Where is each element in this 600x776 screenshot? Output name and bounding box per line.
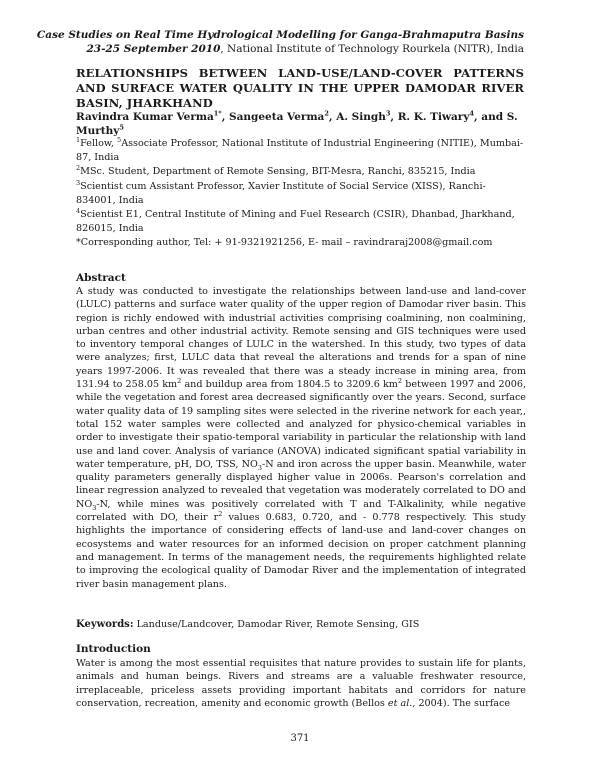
affiliations — [76, 137, 526, 251]
abstract-text: values 0.683, 0.720, and - 0.778 respectively. This study highlights the importance of considering effects of land-use and land-cover changes on ecosystems and water resources for an informed decision on proper catchment planning and management. In terms of the management needs, the requirements highlighted relate to improving the ecological quality of Damodar River and the implementation of integrated river basin management plans. — [76, 512, 526, 590]
introduction-text: , 2004). The surface — [412, 697, 511, 709]
author-name: R. K. Tiwary — [397, 111, 470, 123]
affiliation — [76, 165, 526, 179]
abstract-text: between 1997 and 2006, while the vegetation and forest area decreased significantly over the years. Second, surface water quality data of 19 sampling sites were selected in the riverine network for each year,, total 152 water samples were collected and analyzed for physico-chemical variables in order to investigate their spatio-temporal variability in particular the relationship with land use and land cover. Analysis of variance (ANOVA) indicated significant spatial variability in water temperature, pH, DO, TSS, NO — [76, 379, 527, 470]
paper-title: RELATIONSHIPS BETWEEN LAND-USE/LAND-COVER PATTERNS AND SURFACE WATER QUALITY IN THE UPPER DAMODAR RIVER BASIN, JHARKHAND — [76, 66, 524, 110]
author-name: Sangeeta Verma — [229, 111, 325, 123]
abstract-text: -N and iron across the upper basin. Meanwhile, water quality parameters generally displayed higher value in 2006s. Pearson's correlation and linear regression analyzed to revealed that vegetation was moderately correlated to DO and NO — [76, 458, 526, 510]
superscript: 2 — [218, 509, 223, 518]
author-list: Ravindra Kumar Verma$^{1*}$, Sangeeta Verma$^2$, A. Singh$^3$, R. K. Tiwary$^4$, and S. Murthy$^5$ — [76, 109, 518, 137]
keywords — [76, 618, 526, 631]
affiliation-sup: 3 — [76, 178, 81, 187]
introduction-body — [76, 657, 526, 710]
author-sup: 5 — [119, 123, 124, 132]
author-name: Ravindra Kumar Verma — [76, 111, 214, 123]
affiliation-sup: 1 — [76, 135, 81, 144]
abstract-body — [76, 285, 526, 591]
keywords-label: Keywords: — [76, 619, 134, 630]
superscript: 2 — [177, 376, 182, 385]
affiliation — [76, 208, 526, 236]
affiliation-text: Associate Professor, National Institute of Industrial Engineering (NITIE), Mumbai-87, India — [76, 138, 524, 164]
affiliation-sup: 4 — [76, 206, 81, 215]
running-header — [37, 28, 524, 56]
corresponding-author — [76, 236, 526, 250]
header-conference-title: Case Studies on Real Time Hydrological Modelling for Ganga-Brahmaputra Basins — [36, 29, 524, 41]
header-date: 23-25 September 2010 — [86, 43, 221, 55]
abstract-text: -N, while mines was positively correlated with T and T-Alkalinity, while negative correlated with DO, their r — [76, 498, 526, 524]
header-venue: , National Institute of Technology Rourkela (NITR), India — [220, 43, 524, 55]
introduction-text: Water is among the most essential requisites that nature provides to sustain life for plants, animals and human beings. Rivers and streams are a valuable freshwater resource, irreplaceable, priceless assets providing important habitats and corridors for nature conservation, recreation, amenity and economic growth (Bellos — [76, 658, 526, 709]
introduction-heading: Introduction — [76, 643, 151, 655]
page-number: 371 — [290, 733, 310, 744]
keywords-text: Landuse/Landcover, Damodar River, Remote Sensing, GIS — [133, 619, 420, 630]
affiliation-text: Scientist E1, Central Institute of Mining and Fuel Research (CSIR), Dhanbad, Jharkhand, 826015, India — [76, 209, 515, 235]
author-sup: 4 — [469, 109, 474, 118]
author-name: S. Murthy — [76, 111, 518, 137]
subscript: 3 — [257, 463, 262, 472]
introduction-etal: et al. — [387, 697, 413, 709]
superscript: 2 — [397, 376, 403, 385]
abstract-text: A study was conducted to investigate the relationships between land-use and land-cover (LULC) patterns and surface water quality of the upper region of Damodar river basin. This region is richly endowed with industrial activities comprising coalmining, non coalmining, urban centres and other industrial activity. Remote sensing and GIS techniques were used to inventory temporal changes of LULC in the watershed. In this study, two types of data were analyzes; first, LULC data that reveal the alterations and trends for a span of nine years 1997-2006. It was revealed that there was a steady increase in mining area, from 131.94 to 258.05 km — [76, 286, 526, 391]
affiliation — [76, 180, 526, 208]
affiliation-sup: 2 — [76, 164, 81, 173]
author-name: A. Singh — [336, 111, 386, 123]
affiliation-text: Fellow, — [80, 138, 118, 149]
affiliation-text: Scientist cum Assistant Professor, Xavier Institute of Social Service (XISS), Ranchi- 834001, India — [76, 180, 486, 206]
author-sup: 1* — [213, 109, 222, 118]
author-sup: 3 — [385, 109, 391, 118]
abstract-text: and buildup area from 1804.5 to 3209.6 km — [181, 379, 398, 391]
affiliation-text: MSc. Student, Department of Remote Sensing, BIT-Mesra, Ranchi, 835215, India — [80, 166, 476, 178]
header-date-venue — [37, 42, 524, 56]
subscript: 3 — [92, 503, 97, 512]
author-sup: 2 — [324, 109, 329, 118]
affiliation — [76, 137, 526, 165]
abstract-heading: Abstract — [76, 272, 126, 284]
affiliation-text: *Corresponding author, Tel: + 91-9321921256, E- mail – ravindraraj2008@gmail.com — [76, 237, 493, 249]
affiliation-sup: 5 — [117, 135, 122, 144]
